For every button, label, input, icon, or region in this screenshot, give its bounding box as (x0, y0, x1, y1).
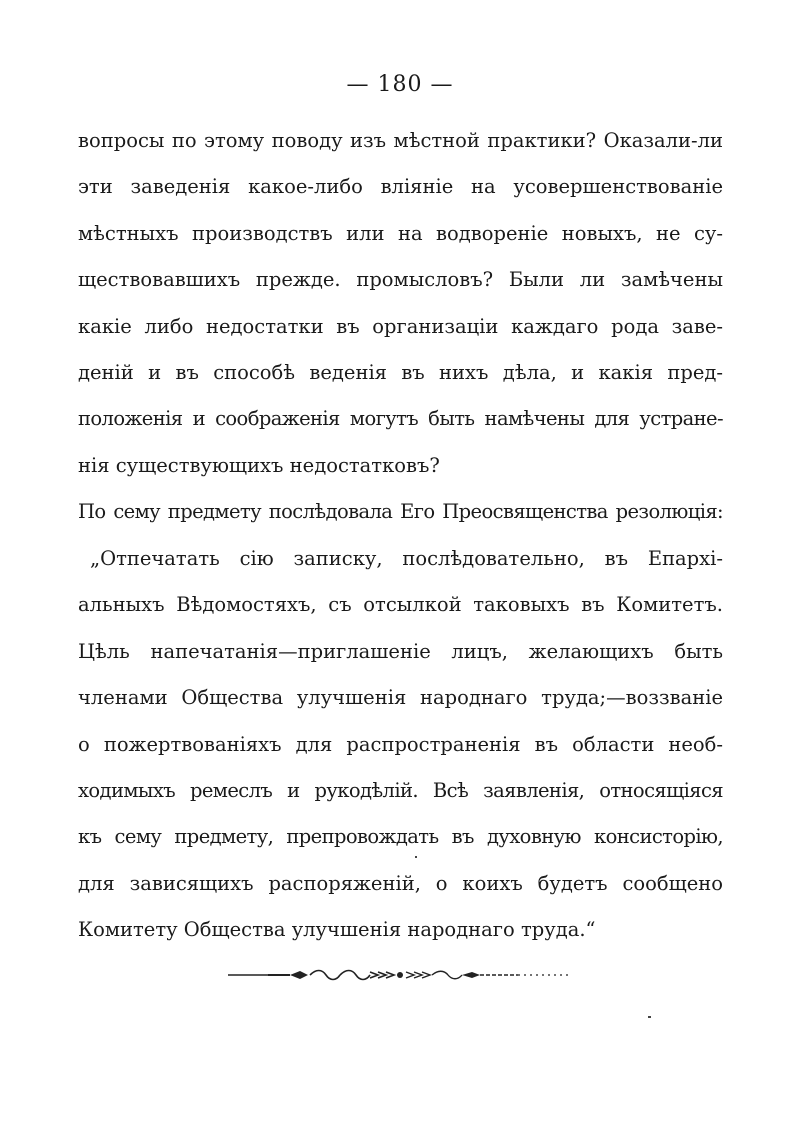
text-line: о пожертвованіяхъ для распространенія въ области необ- (78, 732, 723, 756)
resolution-quote (78, 536, 723, 954)
text-line: ходимыхъ ремеслъ и рукодѣлій. Всѣ заявленія, относящіяся (78, 778, 723, 802)
text-line: нія существующихъ недостатковъ? (78, 453, 440, 477)
text-line: членами Общества улучшенія народнаго труда;—воззваніе (78, 686, 723, 710)
text-line: деній и въ способѣ веденія въ нихъ дѣла, и какія пред- (78, 360, 723, 384)
scan-speck (415, 856, 417, 858)
text-line: ществовавшихъ прежде. промысловъ? Были ли замѣчены (78, 268, 723, 292)
text-line: альныхъ Вѣдомостяхъ, съ отсылкой таковыхъ въ Комитетъ. (78, 593, 723, 617)
text-line: „Отпечатать сію записку, послѣдовательно, въ Епархі- (90, 547, 723, 570)
page-number: — 180 — (346, 72, 454, 97)
text-line: Комитету Общества улучшенія народнаго труда.“ (78, 918, 596, 942)
text-line: для зависящихъ распоряженій, о коихъ будетъ сообщено (78, 871, 723, 895)
text-line: къ сему предмету, препровождать въ духовную консисторію, (78, 825, 723, 849)
text-line: По сему предмету послѣдовала Его Преосвященства резолюція: (78, 500, 723, 523)
resolution-heading (78, 489, 723, 535)
scan-speck (648, 1016, 651, 1018)
text-line: мѣстныхъ производствъ или на водвореніе новыхъ, не су- (78, 221, 723, 245)
ornament-divider (228, 964, 570, 986)
text-line: эти заведенія какое-либо вліяніе на усовершенствованіе (78, 175, 723, 199)
text-line: вопросы по этому поводу изъ мѣстной практики? Оказали-ли (78, 129, 723, 152)
paragraph-questions (78, 118, 723, 489)
text-line: положенія и соображенія могутъ быть намѣчены для устране- (78, 407, 723, 431)
text-line: какіе либо недостатки въ организаціи каждаго рода заве- (78, 314, 723, 338)
text-line: Цѣль напечатанія—приглашеніе лицъ, желающихъ быть (78, 639, 723, 663)
